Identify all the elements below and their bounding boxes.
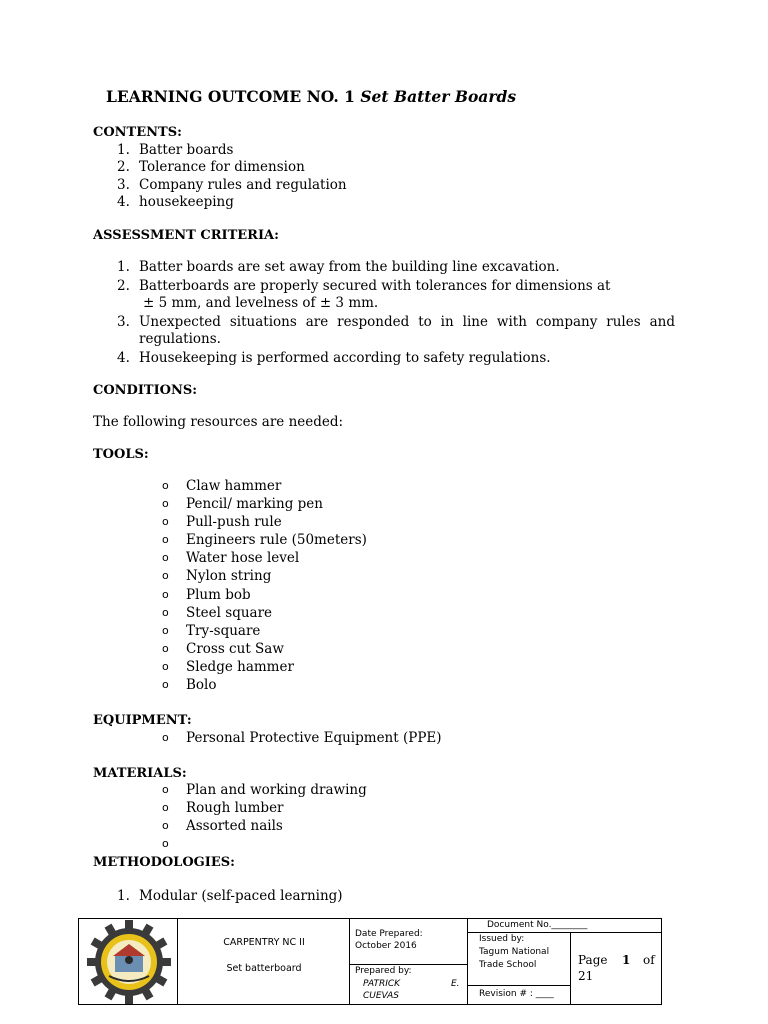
revision-number: Revision # : ____: [479, 989, 554, 999]
list-item: 2. Tolerance for dimension: [117, 159, 305, 176]
methodologies-list: [93, 888, 693, 904]
prepared-by-label: Prepared by:: [355, 966, 412, 976]
conditions-intro: The following resources are needed:: [93, 414, 344, 430]
prepared-by-last: CUEVAS: [363, 991, 399, 1001]
materials-list: [162, 781, 367, 853]
module-name: Set batterboard: [226, 963, 302, 974]
conditions-heading: CONDITIONS:: [93, 383, 198, 398]
page-total: 21: [578, 969, 594, 983]
program-name: CARPENTRY NC II: [223, 937, 305, 948]
page-label: Page: [578, 953, 608, 967]
list-item: o Nylon string: [162, 568, 272, 585]
list-item: o Bolo: [162, 677, 217, 694]
page-title: LEARNING OUTCOME NO. 1 Set Batter Boards: [106, 87, 517, 106]
prepared-by-first: PATRICK: [363, 979, 401, 989]
list-item: o Sledge hammer: [162, 658, 294, 675]
list-item: 4. housekeeping: [117, 193, 234, 210]
equipment-list: [162, 729, 442, 747]
list-item: o Pencil/ marking pen: [162, 496, 323, 513]
title-emphasis: Set Batter Boards: [360, 87, 517, 106]
list-item: o Rough lumber: [162, 800, 284, 817]
list-item: o Engineers rule (50meters): [162, 532, 367, 549]
list-item: o Claw hammer: [162, 478, 282, 494]
date-prepared-label: Date Prepared:: [355, 929, 423, 939]
list-item: o Try-square: [162, 622, 261, 639]
list-item: o Plan and working drawing: [162, 782, 367, 798]
school-seal-logo: [85, 920, 173, 1004]
list-item: o Personal Protective Equipment (PPE): [162, 730, 442, 746]
issued-by-value-2: Trade School: [479, 960, 537, 970]
list-item: 3. Unexpected situations are responded to in line with company rules and regulations.: [117, 313, 675, 347]
list-item: o Assorted nails: [162, 818, 283, 835]
issued-by-value-1: Tagum National: [479, 947, 550, 957]
list-item: 4. Housekeeping is performed according to safety regulations.: [117, 349, 551, 366]
list-item: o Water hose level: [162, 550, 300, 567]
list-item: 1. Modular (self-paced learning): [117, 888, 343, 904]
tools-heading: TOOLS:: [93, 447, 149, 462]
list-item: 3. Company rules and regulation: [117, 176, 347, 193]
list-item: o Plum bob: [162, 586, 251, 603]
assessment-list: [93, 259, 675, 368]
prepared-by-initial: E.: [451, 979, 460, 989]
list-item: o Steel square: [162, 604, 273, 621]
document-footer-table: [78, 918, 662, 1005]
assessment-heading: ASSESSMENT CRITERIA:: [93, 228, 279, 243]
page-number: 1: [622, 953, 631, 967]
issued-by-label: Issued by:: [479, 934, 525, 944]
contents-list: [93, 142, 693, 211]
contents-heading: CONTENTS:: [93, 125, 182, 140]
list-item: 1. Batter boards are set away from the building line excavation.: [117, 259, 560, 275]
equipment-heading: EQUIPMENT:: [93, 713, 192, 728]
tools-list: [162, 477, 367, 694]
page-of: of: [643, 953, 655, 967]
list-item: 1. Batter boards: [117, 142, 234, 158]
list-item: o Pull-push rule: [162, 514, 282, 531]
list-item: o Cross cut Saw: [162, 640, 284, 657]
document-number: Document No.________: [487, 920, 588, 930]
list-item: o: [162, 837, 169, 851]
date-prepared-value: October 2016: [355, 941, 417, 951]
methodologies-heading: METHODOLOGIES:: [93, 855, 235, 870]
list-item: 2. Batterboards are properly secured with tolerances for dimensions at ± 5 mm, and levelness of ± 3 mm.: [117, 277, 611, 311]
materials-heading: MATERIALS:: [93, 766, 187, 781]
